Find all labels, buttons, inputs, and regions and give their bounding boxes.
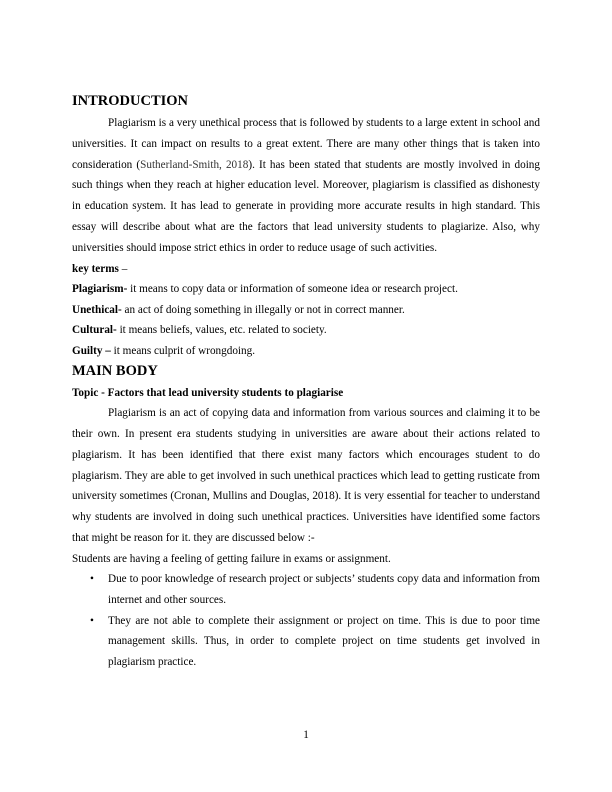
main-paragraph: Plagiarism is an act of copying data and information from various sources and claiming it to be their own. In present era students studying in universities are aware about their actions related to plagiarism. It has been identified that there exist many factors which encourages student to do plagiarism. They are able to get involved in such unethical practices which lead to getting rusticate from university sometimes (Cronan, Mullins and Douglas, 2018). It is very essential for teacher to understand why students are involved in doing such unethical practices. Universities have identified some factors that might be reason for it. they are discussed below :- (72, 407, 540, 544)
topic-heading: Topic - Factors that lead university students to plagiarise (72, 386, 344, 399)
main-lead-sentence: Students are having a feeling of getting failure in exams or assignment. (72, 552, 391, 565)
bullet-icon: • (90, 573, 94, 586)
key-terms-label: key terms – (72, 262, 128, 275)
introduction-heading: INTRODUCTION (72, 93, 189, 109)
key-term-unethical: Unethical- an act of doing something in illegally or not in correct manner. (72, 303, 405, 316)
intro-text-a: Plagiarism is a very unethical process that is followed by students to a large extent in school and universities. It can impact on results to a great extent. There are many other things that is taken into consideration ( (72, 117, 540, 171)
key-term-guilty: Guilty – it means culprit of wrongdoing. (72, 344, 256, 357)
list-item: • Due to poor knowledge of research project or subjects’ students copy data and information from internet and other sources. (72, 569, 540, 610)
intro-citation: Sutherland-Smith, 2018 (140, 158, 249, 171)
document-page (72, 92, 540, 672)
key-term-cultural: Cultural- it means beliefs, values, etc. related to society. (72, 324, 327, 337)
list-item: • They are not able to complete their assignment or project on time. This is due to poor time management skills. Thus, in order to complete project on time students get involved in plagiarism practice. (72, 611, 540, 673)
factors-list (72, 569, 540, 672)
key-term-plagiarism: Plagiarism- it means to copy data or information of someone idea or research project. (72, 283, 458, 296)
page-number: 1 (303, 729, 309, 741)
intro-text-b: ). It has been stated that students are mostly involved in doing such things when they reach at higher education level. Moreover, plagiarism is classified as dishonesty in education system. It has lead to generate in providing more accurate results in high standard. This essay will describe about what are the factors that lead university students to plagiarize. Also, why universities should impose strict ethics in order to reduce usage of such activities. (72, 158, 540, 254)
introduction-paragraph (72, 113, 540, 259)
bullet-icon: • (90, 614, 94, 627)
main-body-heading: MAIN BODY (72, 362, 158, 379)
